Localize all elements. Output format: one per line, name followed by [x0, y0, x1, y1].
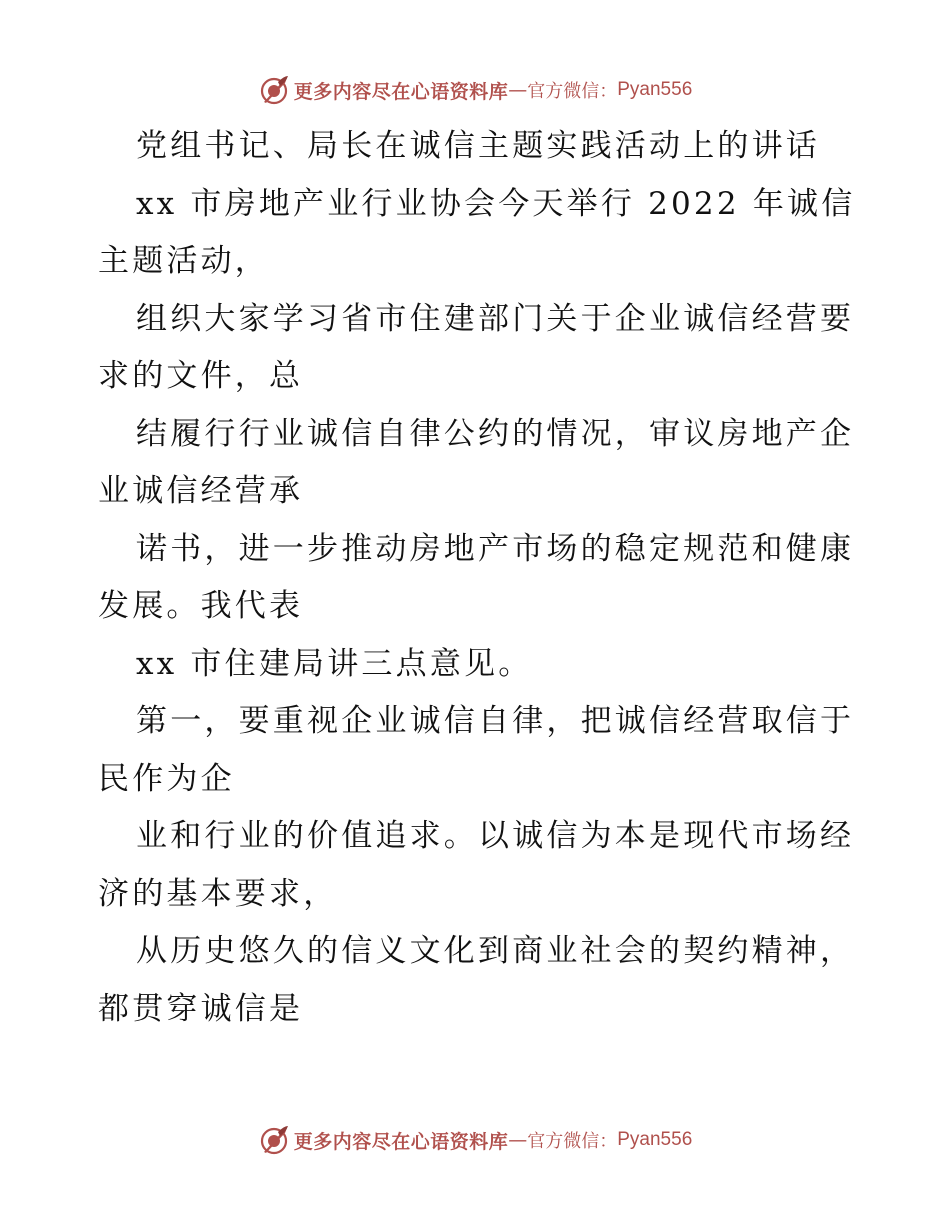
watermark-text: 更多内容尽在心语资料库: [293, 80, 509, 103]
quill-pen-logo-icon: [258, 1124, 290, 1156]
text-line: 济的基本要求，: [98, 875, 338, 912]
watermark-wechat-label: 官方微信：: [527, 81, 618, 102]
text-line: 结履行行业诚信自律公约的情况，审议房地产企: [136, 415, 855, 452]
text-line: 诺书，进一步推动房地产市场的稳定规范和健康: [136, 530, 855, 567]
text-line: xx 市房地产业行业协会今天举行 2022 年诚信: [136, 185, 856, 222]
watermark-separator: —: [508, 1129, 528, 1151]
text-line: xx 市住建局讲三点意见。: [136, 645, 533, 682]
watermark-wechat-id: Pyan556: [617, 1129, 693, 1150]
watermark-wechat-id: Pyan556: [617, 79, 693, 100]
text-line: 业诚信经营承: [98, 473, 304, 509]
watermark-separator: —: [508, 79, 528, 101]
document-body: [98, 118, 858, 1038]
footer-watermark: [0, 1120, 950, 1160]
text-line: 都贯穿诚信是: [98, 990, 304, 1027]
quill-pen-logo-icon: [258, 74, 290, 106]
watermark-text: 更多内容尽在心语资料库: [293, 1130, 509, 1153]
text-line: 求的文件，总: [98, 358, 304, 394]
text-line: 从历史悠久的信义文化到商业社会的契约精神，: [136, 933, 855, 969]
text-line: 第一，要重视企业诚信自律，把诚信经营取信于: [136, 703, 855, 739]
text-line: 主题活动，: [98, 243, 269, 279]
text-line: 组织大家学习省市住建部门关于企业诚信经营要: [136, 300, 855, 337]
watermark-wechat-label: 官方微信：: [527, 1131, 618, 1152]
text-line: 发展。我代表: [98, 588, 304, 624]
document-title: 党组书记、局长在诚信主题实践活动上的讲话: [136, 128, 820, 164]
header-watermark: [0, 70, 950, 110]
text-line: 业和行业的价值追求。以诚信为本是现代市场经: [136, 818, 855, 854]
text-line: 民作为企: [98, 760, 235, 797]
